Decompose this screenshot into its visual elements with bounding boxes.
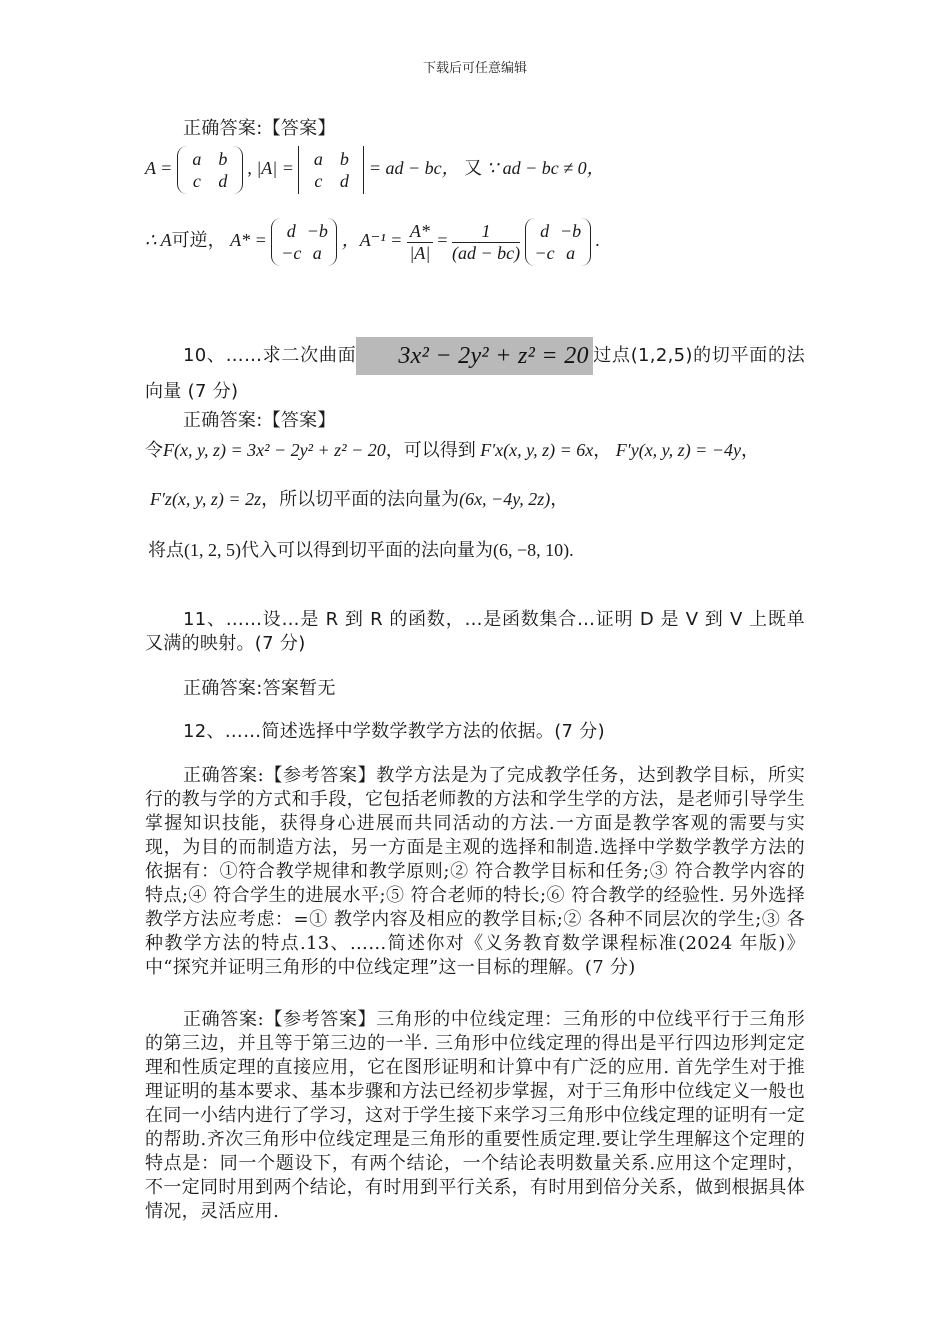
q10-result-vector: (6, −8, 10)	[493, 540, 570, 560]
q10-line2	[150, 485, 850, 511]
q10-Fy: F′y(x, y, z) = −4y	[615, 440, 741, 460]
q13-answer: 正确答案:【参考答案】三角形的中位线定理：三角形的中位线平行于三角形的第三边，并且等于第三边的一半. 三角形中位线定理的得出是平行四边形判定定理和性质定理的直接应用，它在图形证明和计算中有广泛的应用. 首先学生对于推理证明的基本要求、基本步骤和方法已经初步掌握，对于三角形中位线定义一般也在同一小结内进行了学习，这对于学生接下来学习三角形中位线定理的证明有一定的帮助.齐次三角形中位线定理是三角形的重要性质定理.要让学生理解这个定理的特点是：同一个题设下，有两个结论，一个结论表明数量关系.应用这个定理时，不一定同时用到两个结论，有时用到平行关系，有时用到倍分关系，做到根据具体情况，灵活应用.	[145, 1009, 805, 1222]
q10-normal-text: ，所以切平面的法向量为	[261, 489, 460, 510]
q9-also: 又	[464, 158, 483, 180]
q10-Fz: F′z(x, y, z) = 2z	[150, 489, 262, 509]
q9-matrix-row1: a b	[192, 149, 228, 169]
q9-sep: ,	[247, 158, 252, 179]
q9-invertible: 可逆，	[171, 230, 226, 252]
q9-detA: |A| =	[256, 158, 294, 179]
q10-let: 令	[145, 440, 163, 461]
q9-condition: ∵ ad − bc ≠ 0，	[486, 158, 605, 179]
page-header: 下载后可任意编辑	[422, 61, 527, 76]
q9-formula-line2: ∴ A可逆， A* = d −b −c a ，A⁻¹ = $\frac{A*}{|A|}$ = $\frac{1}{(ad - bc)}$ d −b −c a .	[145, 218, 845, 266]
q9-matrix-row2: c d	[192, 171, 228, 191]
q10-obtain: ，可以得到	[385, 440, 476, 461]
q11-answer: 正确答案:答案暂无	[183, 678, 336, 699]
q10-formula-image: 3x² − 2y² + z² = 20	[356, 337, 593, 375]
q10-Fx: F′x(x, y, z) = 6x	[480, 440, 594, 460]
q10-line3	[148, 536, 848, 562]
q9-determinant: a b c d	[298, 146, 364, 194]
q10-period: .	[569, 540, 574, 560]
q11-question: 11、……设…是 R 到 R 的函数，…是函数集合…证明 D 是 V 到 V 上既单又满的映射。(7 分)	[145, 609, 805, 654]
q9-inverse-matrix: d −b −c a	[525, 218, 591, 266]
q10-substitute-text: 代入可以得到切平面的法向量为	[241, 540, 493, 561]
q9-adjugate-matrix: d −b −c a	[271, 218, 337, 266]
q9-det-result: = ad − bc，	[368, 158, 460, 179]
q9-frac2: $\frac{1}{(ad - bc)}$	[451, 220, 521, 263]
q10-point-text: 将点	[148, 540, 184, 561]
q10-point: (1, 2, 5)	[184, 540, 241, 560]
q9-A-eq: A =	[145, 158, 173, 179]
q10-comma3: ，	[550, 489, 569, 509]
q9-therefore: ∴ A	[145, 230, 172, 251]
q9-matrix-A	[177, 146, 243, 194]
q10-suffix: 过点(1,2,5)的切平面的法向量 (7 分)	[145, 345, 806, 402]
q12-answer: 正确答案:【参考答案】教学方法是为了完成教学任务，达到教学目标，所实行的教与学的方式和手段，它包括老师教的方法和学生学的方法，是老师引导学生掌握知识技能，获得身心进展而共同活动的方法.一方面是教学客观的需要与实现，为目的而制造方法，另一方面是主观的选择和制造.选择中学数学教学方法的依据有：①符合教学规律和教学原则;② 符合教学目标和任务;③ 符合教学内容的特点;④ 符合学生的进展水平;⑤ 符合老师的特长;⑥ 符合教学的经验性. 另外选择教学方法应考虑：=① 教学内容及相应的教学目标;② 各种不同层次的学生;③ 各种教学方法的特点.13、……简述你对《义务教育数学课程标准(2024 年版)》中“探究并证明三角形的中位线定理”这一目标的理解。(7 分)	[145, 765, 805, 978]
q10-prefix: 10、……求二次曲面	[183, 345, 357, 366]
q9-end: .	[595, 230, 600, 251]
q10-line1	[145, 436, 845, 462]
q9-inverse-label: ，A⁻¹ =	[341, 230, 403, 251]
q10-normal-vector: (6x, −4y, 2z)	[459, 489, 551, 509]
q10-comma1: ，	[593, 440, 612, 460]
q10-question	[145, 337, 805, 409]
q10-F-def: F(x, y, z) = 3x² − 2y² + z² − 20	[163, 440, 386, 460]
q10-comma2: ，	[740, 440, 759, 460]
q9-frac1: $\frac{A*}{|A|}$	[407, 221, 433, 264]
q12-question: 12、……简述选择中学数学教学方法的依据。(7 分)	[183, 721, 605, 742]
q9-adjugate-label: A* =	[230, 230, 267, 251]
q10-answer-label: 正确答案:【答案】	[183, 410, 336, 431]
q9-answer-label: 正确答案:【答案】	[183, 118, 336, 139]
q9-formula-line1	[145, 146, 825, 194]
